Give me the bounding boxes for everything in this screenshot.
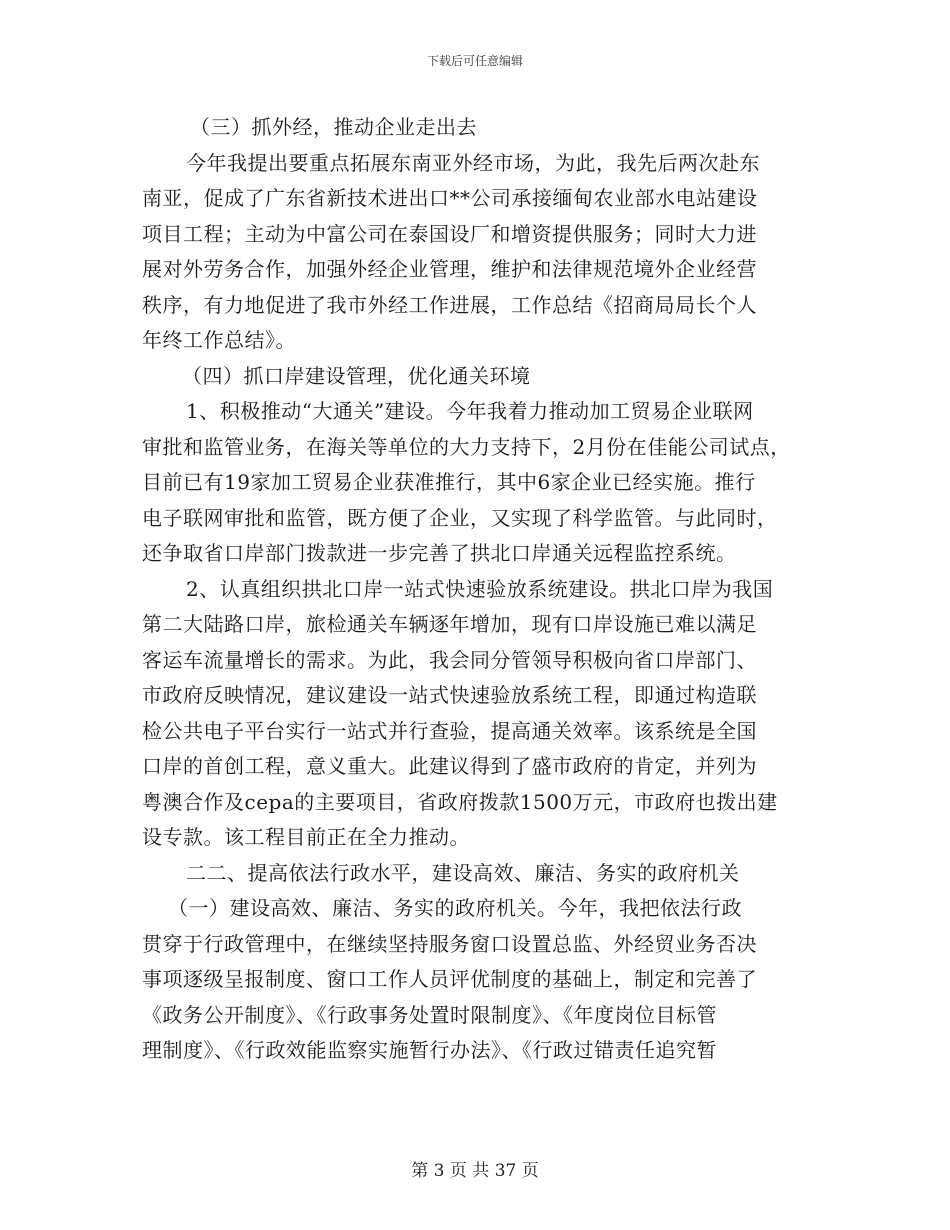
text-line: 二二、提高依法行政水平，建设高效、廉洁、务实的政府机关 <box>186 860 740 885</box>
text-line: 年终工作总结》。 <box>142 328 296 352</box>
page-header: 下载后可任意编辑 <box>426 54 523 68</box>
text-line: 还争取省口岸部门拨款进一步完善了拱北口岸通关远程监控系统。 <box>142 541 737 565</box>
page-footer: 第 3 页 共 37 页 <box>411 1161 539 1181</box>
text-line: 贯穿于行政管理中，在继续坚持服务窗口设置总监、外经贸业务否决 <box>142 931 757 956</box>
text-line: 事项逐级呈报制度、窗口工作人员评优制度的基础上，制定和完善了 <box>142 967 757 991</box>
text-line: 粤澳合作及cepa的主要项目，省政府拨款1500万元，市政府也拨出建 <box>142 789 778 814</box>
text-line: 口岸的首创工程，意义重大。此建议得到了盛市政府的肯定，并列为 <box>142 754 757 778</box>
text-line: 设专款。该工程目前正在全力推动。 <box>142 825 470 849</box>
text-line: 项目工程；主动为中富公司在泰国设厂和增资提供服务；同时大力进 <box>142 221 757 246</box>
text-line: （三）抓外经，推动企业走出去 <box>190 115 477 139</box>
text-line: 南亚，促成了广东省新技术进出口**公司承接缅甸农业部水电站建设 <box>142 186 758 210</box>
text-line: 审批和监管业务，在海关等单位的大力支持下，2月份在佳能公司试点， <box>142 434 791 459</box>
text-line: 秩序，有力地促进了我市外经工作进展，工作总结《招商局局长个人 <box>142 292 757 317</box>
text-line: 2、认真组织拱北口岸一站式快速验放系统建设。拱北口岸为我国 <box>186 576 774 601</box>
text-line: 今年我提出要重点拓展东南亚外经市场，为此，我先后两次赴东 <box>186 150 760 175</box>
text-line: （四）抓口岸建设管理，优化通关环境 <box>182 363 531 388</box>
text-line: 第二大陆路口岸，旅检通关车辆逐年增加，现有口岸设施已难以满足 <box>142 612 757 636</box>
text-line: 展对外劳务合作，加强外经企业管理，维护和法律规范境外企业经营 <box>142 257 757 281</box>
text-line: 目前已有19家加工贸易企业获准推行，其中6家企业已经实施。推行 <box>142 470 756 494</box>
text-line: 市政府反映情况，建议建设一站式快速验放系统工程，即通过构造联 <box>142 683 757 707</box>
text-line: 理制度》、《行政效能监察实施暂行办法》、《行政过错责任追究暂 <box>142 1038 717 1062</box>
text-line: 《政务公开制度》、《行政事务处置时限制度》、《年度岗位目标管 <box>142 1002 717 1027</box>
text-line: 1、积极推动“大通关”建设。今年我着力推动加工贸易企业联网 <box>186 399 754 423</box>
text-line: 检公共电子平台实行一站式并行查验，提高通关效率。该系统是全国 <box>142 718 757 743</box>
text-line: （一）建设高效、廉洁、务实的政府机关。今年，我把依法行政 <box>168 896 742 920</box>
document-body <box>142 110 822 1069</box>
text-line: 电子联网审批和监管，既方便了企业，又实现了科学监管。与此同时， <box>142 505 778 530</box>
text-line: 客运车流量增长的需求。为此，我会同分管领导积极向省口岸部门、 <box>142 647 757 672</box>
